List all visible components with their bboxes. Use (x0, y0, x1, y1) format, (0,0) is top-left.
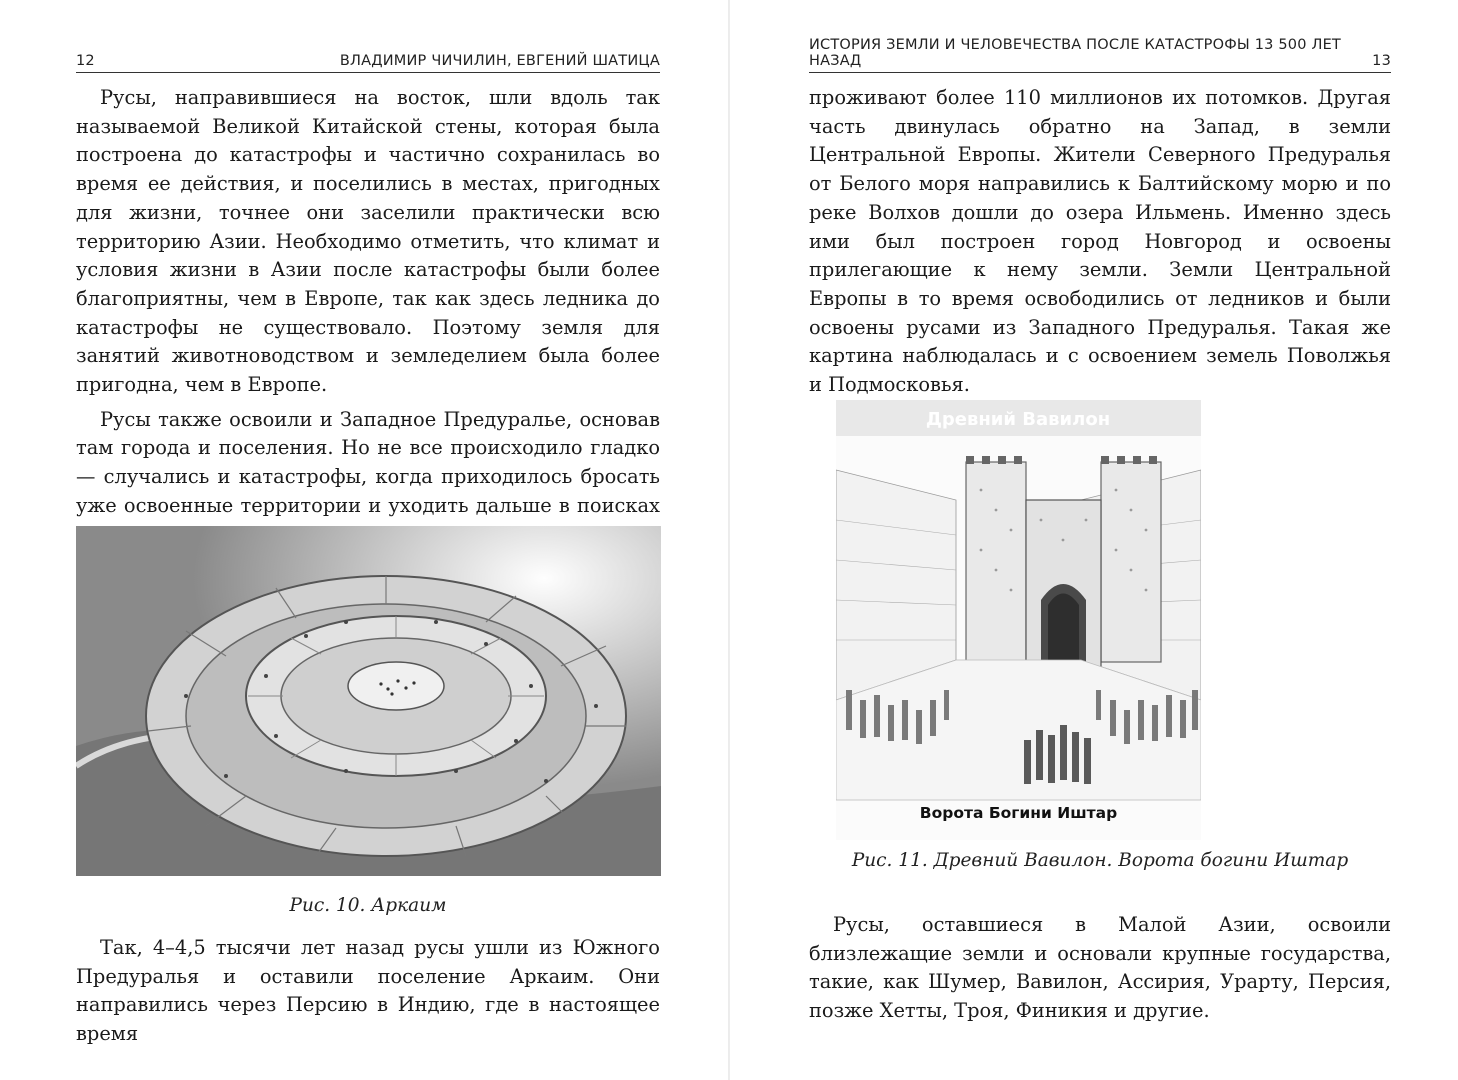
figure-inner-label: Ворота Богини Иштар (919, 804, 1118, 822)
paragraph: Русы, оставшиеся в Малой Азии, освоили близлежащие земли и основали крупные государства, такие, как Шумер, Вавилон, Ассирия, Урарту, Персия, позже Хетты, Троя, Финикия и другие. (809, 913, 1391, 1023)
figure-banner: Древний Вавилон (925, 409, 1111, 430)
body-text-top (76, 84, 660, 549)
body-text-top (809, 84, 1391, 400)
figure-caption: Рис. 10. Аркаим (289, 895, 447, 916)
page-number: 13 (1372, 53, 1391, 69)
paragraph: Русы также освоили и Западное Предуралье, основав там города и поселения. Но не все происходило гладко — случались и катастрофы, когда приходилось бросать уже освоенные территории и уходить дальше в поисках (76, 407, 660, 517)
body-text-bottom (76, 934, 660, 1049)
paragraph: Русы, направившиеся на восток, шли вдоль так называемой Великой Китайской стены, которая была построена до катастрофы и частично сохранилась во время ее действия, и поселились в местах, пригодных для жизни, точнее они заселили практически всю территорию Азии. Необходимо отметить, что климат и условия жизни в Азии после катастрофы были более благоприятны, чем в Европе, так как здесь ледника до катастрофы не существовало. Поэтому земля для занятий животноводством и земледелием была более пригодна, чем в Европе. (76, 86, 660, 397)
ishtar-gate-drawing (836, 400, 1201, 840)
paragraph: Так, 4–4,5 тысячи лет назад русы ушли из Южного Предуралья и оставили поселение Аркаим. Они направились через Персию в Индию, где в настоящее время (76, 936, 660, 1046)
arkaim-illustration (76, 526, 661, 876)
body-text-bottom (809, 911, 1391, 1026)
running-head-title: ВЛАДИМИР ЧИЧИЛИН, ЕВГЕНИЙ ШАТИЦА (339, 53, 660, 69)
paragraph: проживают более 110 миллионов их потомков. Другая часть двинулась обратно на Запад, в земли Центральной Европы. Жители Северного Предуралья от Белого моря направились к Балтийскому морю и по реке Волхов дошли до озера Ильмень. Именно здесь ими был построен город Новгород и освоены прилегающие к нему земли. Земли Центральной Европы в то время освободились от ледников и были освоены русами из Западного Предуралья. Такая же картина наблюдалась и с освоением земель Поволжья и Подмосковья. (809, 86, 1391, 397)
running-head (76, 50, 660, 73)
running-head (809, 37, 1391, 73)
babylon-illustration (836, 400, 1201, 840)
arkaim-drawing (76, 526, 661, 876)
page-number: 12 (76, 53, 95, 69)
running-head-title: ИСТОРИЯ ЗЕМЛИ И ЧЕЛОВЕЧЕСТВА ПОСЛЕ КАТАСТРОФЫ 13 500 ЛЕТ НАЗАД (809, 37, 1341, 69)
figure-caption: Рис. 11. Древний Вавилон. Ворота богини Иштар (851, 850, 1349, 871)
